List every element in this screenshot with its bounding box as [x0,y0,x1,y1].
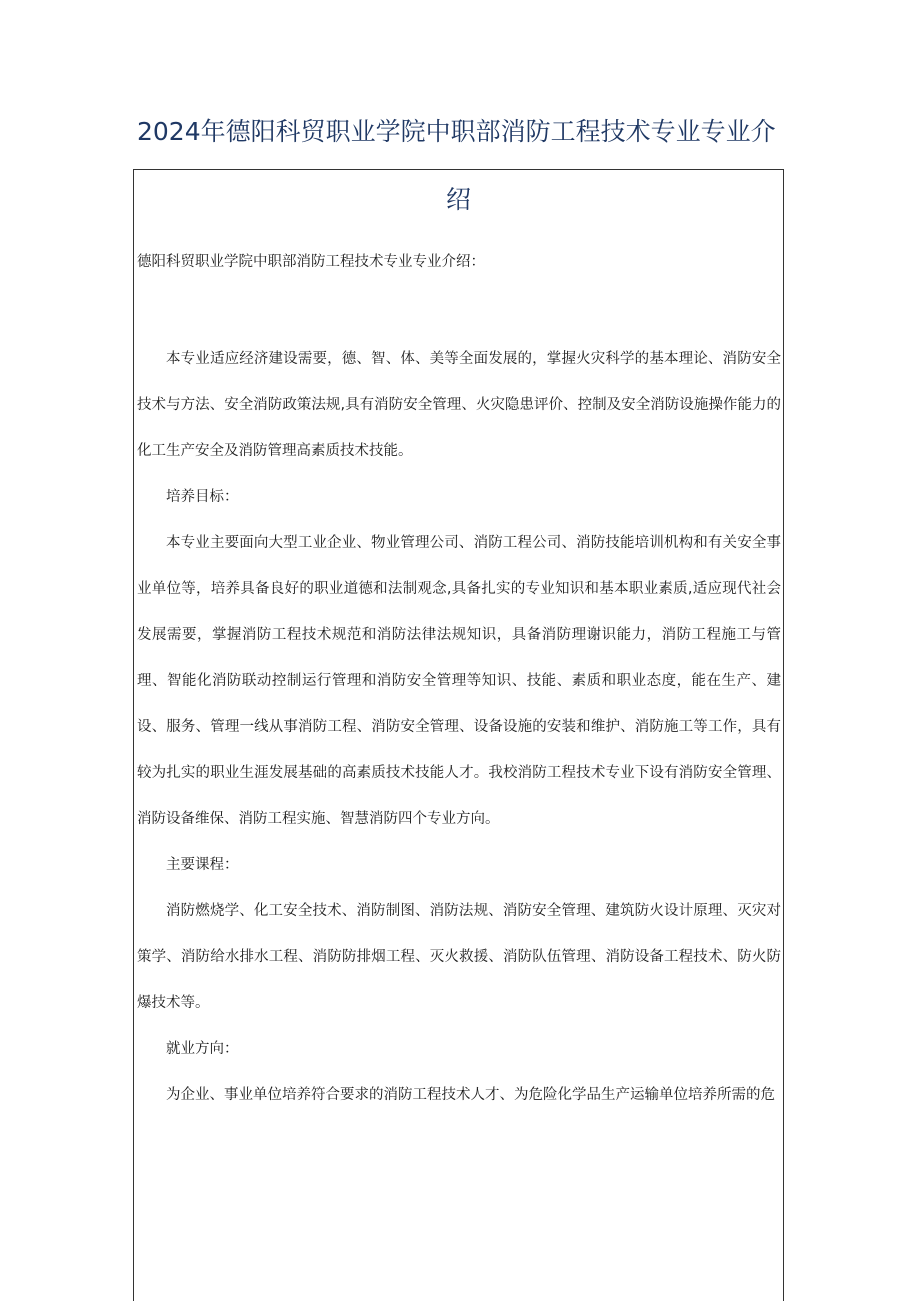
paragraph-employment: 为企业、事业单位培养符合要求的消防工程技术人才、为危险化学品生产运输单位培养所需的危 [166,1087,775,1103]
document-title-continued: 绍 [445,185,471,214]
paragraph-overview: 本专业适应经济建设需要，德、智、体、美等全面发展的，掌握火灾科学的基本理论、消防安全技术与方法、安全消防政策法规,具有消防安全管理、火灾隐患评价、控制及安全消防设施操作能力的化工生产安全及消防管理高素质技术技能。 [137,351,781,459]
document-body [137,336,781,1118]
heading-employment: 就业方向： [166,1041,239,1057]
heading-training-goals: 培养目标： [166,489,239,505]
heading-main-courses: 主要课程： [166,857,239,873]
paragraph-main-courses: 消防燃烧学、化工安全技术、消防制图、消防法规、消防安全管理、建筑防火设计原理、灭灾对策学、消防给水排水工程、消防防排烟工程、灭火救援、消防队伍管理、消防设备工程技术、防火防爆技术等。 [137,903,781,1011]
paragraph-training-goals: 本专业主要面向大型工业企业、物业管理公司、消防工程公司、消防技能培训机构和有关安全事业单位等，培养具备良好的职业道德和法制观念,具备扎实的专业知识和基本职业素质,适应现代社会发展需要，掌握消防工程技术规范和消防法律法规知识，具备消防理谢识能力，消防工程施工与管理、智能化消防联动控制运行管理和消防安全管理等知识、技能、素质和职业态度，能在生产、建设、服务、管理一线从事消防工程、消防安全管理、设备设施的安装和维护、消防施工等工作，具有较为扎实的职业生涯发展基础的高素质技术技能人才。我校消防工程技术专业下设有消防安全管理、消防设备维保、消防工程实施、智慧消防四个专业方向。 [137,535,781,827]
intro-line: 德阳科贸职业学院中职部消防工程技术专业专业介绍： [137,254,485,270]
document-title: 2024年德阳科贸职业学院中职部消防工程技术专业专业介 [137,117,776,146]
document-frame [133,169,784,1301]
